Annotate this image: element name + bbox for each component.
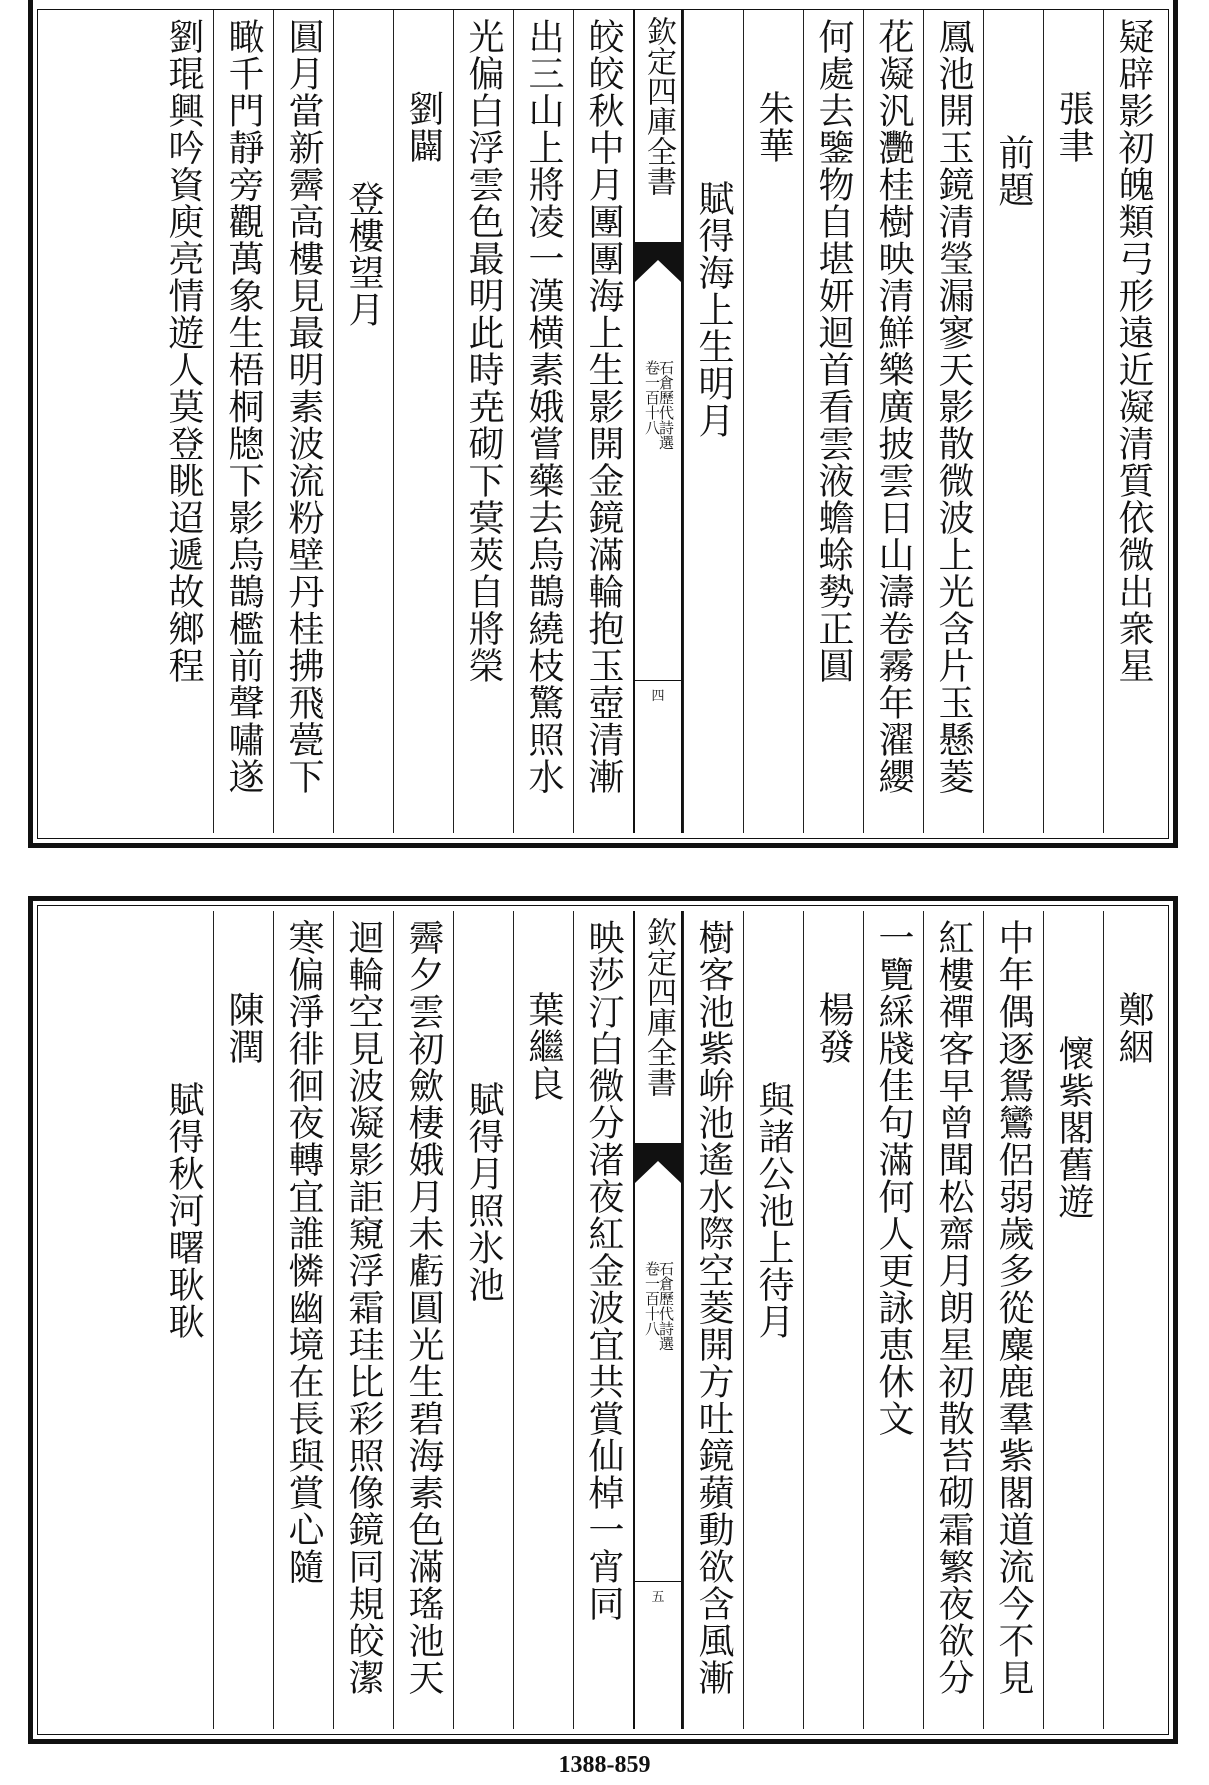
center-fold [633,10,683,833]
title-column: 賦得月照氷池 [453,911,513,1729]
title-column: 與諸公池上待月 [743,911,803,1729]
text-column: 瞰千門靜旁觀萬象生梧桐牕下影烏鵲檻前聲嘯遂 [213,10,273,833]
author-column: 葉繼良 [513,911,573,1729]
author-column: 張聿 [1043,10,1103,833]
text-column: 樹客池紫峅池遙水際空菱開方吐鏡蘋動欲含風漸 [683,911,743,1729]
top-columns [153,10,1163,833]
text-column: 花凝汎灧桂樹映清鮮樂廣披雲日山濤卷霧年濯纓 [863,10,923,833]
text-column: 迴輪空見波凝影詎窺浮霜珪比彩照像鏡同規皎潔 [333,911,393,1729]
author-column: 劉闢 [393,10,453,833]
fishtail-mark [635,1143,681,1183]
text-column: 紅樓禪客早曾聞松齋月朗星初散苔砌霜繁夜欲分 [923,911,983,1729]
title-column: 懷紫閣舊遊 [1043,911,1103,1729]
title-column: 登樓望月 [333,10,393,833]
text-column: 中年偶逐鴛鸞侶弱歲多從麋鹿羣紫閣道流今不見 [983,911,1043,1729]
volume-label: 卷一百十八 [643,1261,661,1336]
title-column: 賦得海上生明月 [683,10,743,833]
text-column: 鳳池開玉鏡清瑩漏寥天影散微波上光含片玉懸菱 [923,10,983,833]
text-column: 映莎汀白微分渚夜紅金波宜共賞仙棹一宵同 [573,911,633,1729]
text-column: 圓月當新霽高樓見最明素波流粉壁丹桂拂飛甍下 [273,10,333,833]
author-column: 楊發 [803,911,863,1729]
leaf-number: 四 [635,680,681,704]
text-column: 疑辟影初魄類弓形遠近凝清質依微出衆星 [1103,10,1163,833]
text-column: 霽夕雲初歛棲娥月未虧圓光生碧海素色滿瑤池天 [393,911,453,1729]
leaf-number: 五 [635,1581,681,1605]
text-column: 寒偏淨徘徊夜轉宜誰憐幽境在長與賞心隨 [273,911,333,1729]
bottom-columns [153,911,1163,1729]
text-column: 劉琨興吟資庾亮情遊人莫登眺迢遞故鄉程 [163,18,204,684]
author-column: 朱華 [743,10,803,833]
bottom-page [28,896,1178,1744]
author-column: 鄭絪 [1103,911,1163,1729]
page-number: 1388-859 [558,1752,651,1778]
text-column: 光偏白浮雲色最明此時尭砌下蓂莢自將榮 [453,10,513,833]
volume-label: 卷一百十八 [643,360,661,435]
text-column: 皎皎秋中月團團海上生影開金鏡滿輪抱玉壺清漸 [573,10,633,833]
book-title: 石倉歷代詩選 [657,1261,675,1351]
library-title: 欽定四庫全書 [641,917,676,1097]
title-column: 前題 [983,10,1043,833]
text-column: 出三山上將凌一漢横素娥嘗藥去烏鵲繞枝驚照水 [513,10,573,833]
fishtail-mark [635,242,681,282]
top-page [28,0,1178,848]
library-title: 欽定四庫全書 [641,16,676,196]
book-title: 石倉歷代詩選 [657,360,675,450]
center-fold [633,911,683,1729]
author-column: 陳潤 [213,911,273,1729]
text-column: 一覽綵牋佳句滿何人更詠恵休文 [863,911,923,1729]
text-column: 何處去鑒物自堪妍迴首看雲液蟾蜍勢正圓 [803,10,863,833]
title-column: 賦得秋河曙耿耿 [163,1081,204,1340]
